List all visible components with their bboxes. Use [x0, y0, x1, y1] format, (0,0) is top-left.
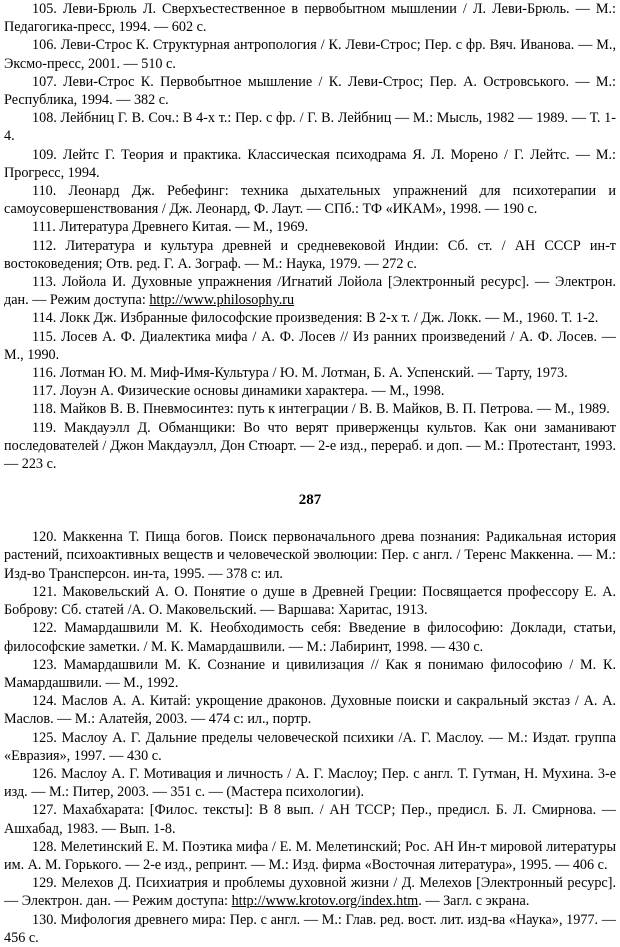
entry-text: 117. Лоуэн А. Физические основы динамики характера. — М., 1998.	[32, 383, 445, 400]
entry-text: 130. Мифология древнего мира: Пер. с англ. — М.: Глав. ред. вост. лит. изд-ва «Наука», 1977. — 456 с.	[4, 911, 616, 946]
entry-text: 113. Лойола И. Духовные упражнения /Игнатий Лойола [Электронный ресурс]. — Электрон. дан. — Режим доступа:	[4, 274, 616, 309]
bibliography-entry	[4, 911, 616, 947]
bibliography-entry	[4, 729, 616, 765]
entry-text: . — Загл. с экрана.	[418, 893, 530, 910]
entry-text: 120. Маккенна Т. Пища богов. Поиск первоначального древа познания: Радикальная история растений, психоактивных веществ и человеческой эволюции: Пер. с англ. / Теренс Маккенна. — М.: Изд-во Трансперсон. ин-та, 1995. — 378 с: ил.	[4, 529, 616, 582]
entry-text: 118. Майков В. В. Пневмосинтез: путь к интеграции / В. В. Майков, В. П. Петрова. — М., 1989.	[32, 401, 610, 418]
entry-text: 127. Махабхарата: [Филос. тексты]: В 8 вып. / АН ТССР; Пер., предисл. Б. Л. Смирнова. — Ашхабад, 1983. — Вып. 1-8.	[4, 802, 616, 837]
entry-link[interactable]: http://www.krotov.org/index.htm	[231, 893, 419, 910]
entry-text: 124. Маслов А. А. Китай: укрощение драконов. Духовные поиски и сакральный экстаз / А. А. Маслов. — М.: Алатейя, 2003. — 474 с: ил., портр.	[4, 693, 616, 728]
entry-text: 111. Литература Древнего Китая. — М., 1969.	[32, 219, 309, 236]
entry-text: 116. Лотман Ю. М. Миф-Имя-Культура / Ю. М. Лотман, Б. А. Успенский. — Тарту, 1973.	[32, 365, 568, 382]
bibliography-entry	[4, 73, 616, 109]
entry-text: 114. Локк Дж. Избранные философские произведения: В 2-х т. / Дж. Локк. — М., 1960. Т. 1-2.	[32, 310, 599, 327]
bibliography-list-top	[4, 0, 616, 473]
bibliography-list-bottom	[4, 528, 616, 947]
bibliography-entry	[4, 801, 616, 837]
bibliography-entry	[4, 237, 616, 273]
bibliography-entry	[4, 382, 616, 400]
page-number: 287	[298, 492, 322, 509]
entry-text: 110. Леонард Дж. Ребефинг: техника дыхательных упражнений для психотерапии и самоусовершенствования / Дж. Леонард, Ф. Лаут. — СПб.: ТФ «ИКАМ», 1998. — 190 с.	[4, 183, 616, 218]
entry-text: 105. Леви-Брюль Л. Сверхъестественное в первобытном мышлении / Л. Леви-Брюль. — М.: Педагогика-пресс, 1994. — 602 с.	[4, 1, 616, 36]
entry-text: 112. Литература и культура древней и средневековой Индии: Сб. ст. / АН СССР ин-т востоковедения; Отв. ред. Г. А. Зограф. — М.: Наука, 1979. — 272 с.	[4, 237, 616, 272]
bibliography-entry	[4, 692, 616, 728]
bibliography-entry	[4, 400, 616, 418]
bibliography-entry	[4, 619, 616, 655]
entry-text: 122. Мамардашвили М. К. Необходимость себя: Введение в философию: Доклади, статьи, философские заметки. / М. К. Мамардашвили. — М.: Лабиринт, 1998. — 430 с.	[4, 620, 616, 655]
bibliography-entry	[4, 656, 616, 692]
entry-text: 109. Лейтс Г. Теория и практика. Классическая психодрама Я. Л. Морено / Г. Лейтс. — М.: Прогресс, 1994.	[4, 146, 616, 181]
entry-text: 121. Маковельский А. О. Понятие о душе в Древней Греции: Посвящается профессору Е. А. Боброву: Сб. статей /А. О. Маковельский. — Варшава: Харитас, 1913.	[4, 583, 616, 619]
entry-text: 115. Лосев А. Ф. Диалектика мифа / А. Ф. Лосев // Из ранних произведений / А. Ф. Лосев. — М., 1990.	[4, 328, 616, 363]
bibliography-entry	[4, 0, 616, 36]
bibliography-entry	[4, 218, 616, 236]
entry-text: 128. Мелетинский Е. М. Поэтика мифа / Е. М. Мелетинский; Рос. АН Ин-т мировой литературы им. А. М. Горького. — 2-е изд., репринт. — М.: Изд. фирма «Восточная литература», 1995. — 406 с.	[4, 838, 616, 873]
bibliography-entry	[4, 36, 616, 72]
entry-text: 126. Маслоу А. Г. Мотивация и личность / А. Г. Маслоу; Пер. с англ. Т. Гутман, Н. Мухина. 3-е изд. — М.: Питер, 2003. — 351 с. — (Мастера психологии).	[4, 765, 616, 801]
bibliography-entry	[4, 182, 616, 218]
bibliography-entry	[4, 765, 616, 801]
bibliography-entry	[4, 309, 616, 327]
bibliography-entry	[4, 874, 616, 910]
bibliography-entry	[4, 146, 616, 182]
entry-text: 129. Мелехов Д. Психиатрия и проблемы духовной жизни / Д. Мелехов [Электронный ресурс]. — Электрон. дан. — Режим доступа:	[4, 875, 616, 910]
entry-text: 119. Макдауэлл Д. Обманщики: Во что верят приверженцы культов. Как они заманивают последователей / Джон Макдауэлл, Дон Стюарт. — 2-е изд., перераб. и доп. — М.: Протестант, 1993. — 223 с.	[4, 419, 616, 473]
entry-text: 125. Маслоу А. Г. Дальние пределы человеческой психики /А. Г. Маслоу. — М.: Издат. группа «Евразия», 1997. — 430 с.	[4, 729, 616, 764]
bibliography-entry	[4, 838, 616, 874]
bibliography-entry	[4, 364, 616, 382]
entry-text: 106. Леви-Строс К. Структурная антропология / К. Леви-Строс; Пер. с фр. Вяч. Иванова. — М., Эксмо-пресс, 2001. — 510 с.	[4, 37, 616, 72]
bibliography-entry	[4, 419, 616, 474]
entry-text: 107. Леви-Строс К. Первобытное мышление / К. Леви-Строс; Пер. А. Островського. — М.: Республика, 1994. — 382 с.	[4, 73, 616, 109]
bibliography-entry	[4, 528, 616, 583]
entry-text: 123. Мамардашвили М. К. Сознание и цивилизация // Как я понимаю философию / М. К. Мамардашвили. — М., 1992.	[4, 656, 616, 691]
bibliography-entry	[4, 109, 616, 145]
entry-link[interactable]: http://www.philosophy.ru	[149, 292, 295, 309]
bibliography-entry	[4, 328, 616, 364]
entry-text: 108. Лейбниц Г. В. Соч.: В 4-х т.: Пер. с фр. / Г. В. Лейбниц — М.: Мысль, 1982 — 1989. — Т. 1-4.	[4, 110, 616, 145]
bibliography-entry	[4, 273, 616, 309]
bibliography-entry	[4, 583, 616, 619]
